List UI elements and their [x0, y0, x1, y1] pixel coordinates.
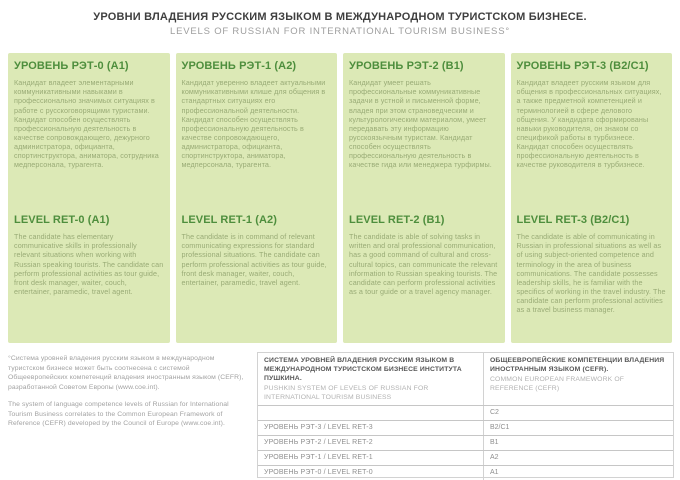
level-card-ret-1: [176, 53, 338, 343]
level-card-en-section: [14, 214, 164, 296]
level-en-text: The candidate is in command of relevant communicating expressions for standard professional situations. The candidate can perform professional activities as tour guide, front desk manager, waiter, couch, entertainer, paramedic, travel agent.: [181, 232, 327, 287]
level-ru-text: Кандидат владеет русским языком для общения в профессиональных ситуациях, а также предметной компетенцией и терминологией в сфере делового общения. У кандидата сформированы навыки руководителя, он знаком со спецификой работы в турбизнесе. Кандидат способен осуществлять профессиональную деятельность в качестве руководителя в турбизнесе.: [516, 78, 662, 170]
table-header-row: [258, 353, 673, 405]
table-header-cefr-ru: ОБЩЕЕВРОПЕЙСКИЕ КОМПЕТЕНЦИИ ВЛАДЕНИЯ ИНОСТРАННЫМ ЯЗЫКОМ (CEFR).: [490, 357, 665, 373]
table-header-pushkin-ru: СИСТЕМА УРОВНЕЙ ВЛАДЕНИЯ РУССКИМ ЯЗЫКОМ В МЕЖДУНАРОДНОМ ТУРИСТСКОМ БИЗНЕСЕ ИНСТИТУТА ПУШКИНА.: [264, 357, 462, 382]
level-card-ru-section: [14, 60, 164, 210]
table-cell-level: УРОВЕНЬ РЭТ-1 / LEVEL RET-1: [264, 454, 373, 462]
level-card-en-section: [182, 214, 332, 287]
table-cell-cefr: B1: [483, 436, 673, 450]
level-card-ru-section: [182, 60, 332, 210]
level-en-title: LEVEL RET-0 (A1): [14, 214, 110, 226]
level-card-ret-2: [343, 53, 505, 343]
correspondence-table: [257, 352, 674, 478]
level-card-en-section: [517, 214, 667, 314]
footnote-en: The system of language competence levels of Russian for International Tourism Business correlates to the Common European Framework of Reference (CEFR) developed by the Council of Europe (www.coe.int).: [8, 401, 229, 428]
table-header-cefr: [483, 353, 673, 405]
level-en-title: LEVEL RET-2 (B1): [349, 214, 445, 226]
level-ru-title: УРОВЕНЬ РЭТ-0 (А1): [14, 60, 129, 72]
level-ru-title: УРОВЕНЬ РЭТ-1 (А2): [181, 60, 297, 72]
table-row: [258, 435, 673, 450]
table-row: [258, 405, 673, 420]
table-row: [258, 420, 673, 435]
level-card-ru-section: [349, 60, 499, 210]
level-en-title: LEVEL RET-3 (B2/C1): [516, 214, 630, 226]
table-cell-cefr: A2: [483, 451, 673, 465]
level-card-ru-section: [517, 60, 667, 210]
table-cell-level: УРОВЕНЬ РЭТ-3 / LEVEL RET-3: [264, 424, 373, 432]
footnote-ru: °Система уровней владения русским языком в международном туристском бизнесе может быть соотнесена с системой Общеевропейских компетенций владения иностранным языком (CEFR), разработанной Советом Европы (www.coe.int).: [8, 355, 244, 391]
level-ru-title: УРОВЕНЬ РЭТ-3 (В2/С1): [516, 60, 649, 72]
table-row: [258, 450, 673, 465]
table-cell-cefr: A1: [483, 466, 673, 480]
table-row: [258, 465, 673, 480]
page-header: [0, 11, 680, 37]
level-en-text: The candidate is able of solving tasks in written and oral professional communication, has a good command of cultural and cross-cultural topics, can communicate the relevant information to Russian speaking tourists. The candidate can perform professional activities as a tour guide or a travel agency manager.: [349, 232, 498, 297]
footnote: [8, 354, 250, 429]
table-header-pushkin-en: PUSHKIN SYSTEM OF LEVELS OF RUSSIAN FOR INTERNATIONAL TOURISM BUSINESS: [264, 384, 429, 401]
table-cell-cefr: B2/C1: [483, 421, 673, 435]
level-en-text: The candidate is able of communicating in Russian in professional situations as well as of using subject-oriented competence and terminology in the area of business communications. The candidate possesses leadership skills, he is familiar with the specifics of working in the travel industry. The candidate can perform professional activities as a travel business manager.: [516, 232, 666, 315]
level-card-en-section: [349, 214, 499, 296]
level-ru-text: Кандидат умеет решать профессиональные коммуникативные задачи в устной и письменной форме, владея при этом страноведческим и культурологическим материалом, умеет передавать эту информацию русскоязычным туристам. Кандидат способен осуществлять профессиональную деятельность в качестве гида или менеджера турфирмы.: [349, 78, 492, 170]
table-header-pushkin: [258, 353, 483, 405]
level-en-title: LEVEL RET-1 (A2): [181, 214, 278, 226]
table-cell-level: УРОВЕНЬ РЭТ-0 / LEVEL RET-0: [264, 469, 373, 477]
level-ru-title: УРОВЕНЬ РЭТ-2 (В1): [349, 60, 464, 72]
level-card-ret-3: [511, 53, 673, 343]
page-title: УРОВНИ ВЛАДЕНИЯ РУССКИМ ЯЗЫКОМ В МЕЖДУНАРОДНОМ ТУРИСТСКОМ БИЗНЕСЕ.: [93, 11, 587, 23]
level-card-ret-0: [8, 53, 170, 343]
table-cell-cefr: C2: [483, 406, 673, 420]
table-header-cefr-en: COMMON EUROPEAN FRAMEWORK OF REFERENCE (CEFR): [490, 375, 625, 392]
table-cell-level: УРОВЕНЬ РЭТ-2 / LEVEL RET-2: [264, 439, 373, 447]
level-ru-text: Кандидат уверенно владеет актуальными коммуникативными клише для общения в стандартных ситуациях его профессиональной деятельности. Кандидат способен осуществлять профессиональную деятельность в качестве сопровождающего, администратора, официанта, спортинструктора, аниматора, медперсонала, турагента.: [181, 78, 326, 170]
level-cards: [8, 53, 672, 343]
level-ru-text: Кандидат владеет элементарными коммуникативными навыками в профессионально значимых ситуациях в работе с русскоговорящими туристами. Кандидат способен осуществлять профессиональную деятельность в качестве сопровождающего, дежурного администратора, официанта, спортинструктора, аниматора, сотрудника медперсонала, турагента.: [14, 78, 159, 170]
page-subtitle: LEVELS OF RUSSIAN FOR INTERNATIONAL TOURISM BUSINESS°: [170, 26, 510, 37]
level-en-text: The candidate has elementary communicative skills in professionally relevant situations when working with Russian speaking tourists. The candidate can perform professional activities as tour guide, front desk manager, waiter, couch, entertainer, paramedic, travel agent.: [14, 232, 164, 297]
